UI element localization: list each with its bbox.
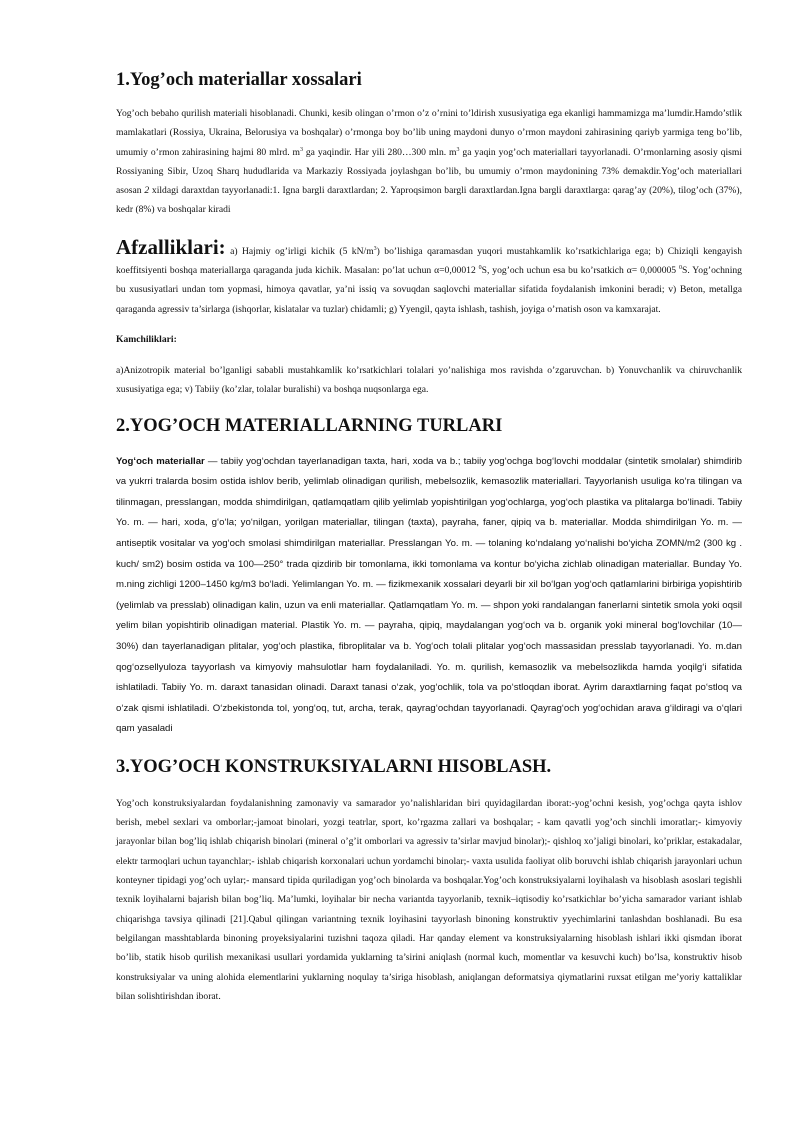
advantages-heading: Afzalliklari: <box>116 234 226 259</box>
text-run: — tabiiy yogʻochdan tayerlanadigan taxta, hari, xoda va b.; tabiiy yogʻochga bogʻlovchi moddalar (sintetik smolalar) shimdirib va yukrri tralarda bosim ostida ishlov berib, yelimlab olinadigan qurilish, mebelsozlik, kemasozlik materiallari. Tayyorlanish usuliga koʻra tilingan va tilinmagan, presslangan, modda shimdirilgan, qatlamqatlam qilib yelimlab yopishtirilgan yogʻochlarga, yogʻoch plastika va plitalarga boʻlinadi. Tabiiy Yo. m. — hari, xoda, gʻoʻla; yoʻnilgan, yorilgan materiallar, tilingan (taxta), payraha, faner, qipiq va b. materiallar. Modda shimdirilgan Yo. m. — antiseptik vositalar va yogʻoch smolasi shimdirilgan materiallar. Presslangan Yo. m. — tolaning koʻndalang yoʻnalishi boʻyicha ZOMN/m2 (300 kg . kuch/ sm2) bosim ostida va 100—250° trada qizdirib bir tomonlama, ikki tomonlama va kontur boʻyicha zichlab olinadigan materiallar. Bunday Yo. m.ning zichligi 1200–1450 kg/m3 boʻladi. Yelimlangan Yo. m. — fizikmexanik xossalari deyarli bir xil boʻlgan yogʻoch qatlamlarini birbiriga yopishtirib (yelimlab va presslab) olinadigan kalin, uzun va enli materiallar. Qatlamqatlam Yo. m. — shpon yoki randalangan fanerlarni sintetik smola yoki oqsil yelim bilan yopishtirib olinadigan material. Plastik Yo. m. — payraha, qipiq, maydalangan yogʻoch va b. organik yoki mineral bogʻlovchilar (10—30%) dan tayerlanadigan plitalar, yogʻoch plastika, fibroplitalar va b. Yogʻoch tolali plitalar yogʻoch massasidan presslab tayyorlanadi. Yo. m.dan qogʻozsellyuloza tayyorlash va kimyoviy mahsulotlar ham foydalaniladi. Yo. m. qurilish, kemasozlik va mebelsozlikda hamda yoqilgʻi sifatida ishlatiladi. Tabiiy Yo. m. daraxt tanasidan olinadi. Daraxt tanasi oʻzak, yogʻochlik, tola va poʻstloqdan iborat. Ayrim daraxtlarning faqat poʻstloq va oʻzak qismi ishlatiladi. Oʻzbekistonda tol, yongʻoq, tut, archa, terak, qayragʻochdan tayyorlanadi. Qayragʻoch yogʻochidan arava gʻildiragi va oʻqlari qam yasaladi <box>116 455 742 735</box>
section-2-heading: 2.YOG’OCH MATERIALLARNING TURLARI <box>116 415 503 436</box>
text-run: ga yaqin yog’och materiallari tayyorlanadi. O’rmonlarning asosiy qismi Rossiyaning Sibir, Uzoq Sharq hududlarida va Markaziy Rossiyada joylashgan bo’lib, bu umumiy o’rmon maydonining 73% demakdir.Yog’och materiallari asosan <box>116 146 742 197</box>
superscript: 3 <box>299 146 303 153</box>
section-1-heading: 1.Yog’och materiallar xossalari <box>116 70 362 90</box>
bold-term: Yogʻoch materiallar <box>116 455 205 467</box>
text-run: S, yog’och uchun esa bu ko’rsatkich α= 0,000005 <box>481 265 680 277</box>
text-run: Yog’och bebaho qurilish materiali hisoblanadi. Chunki, kesib olingan o’rmon o’z o’rnini to’ldirish xususiyatiga ega ekanligi hammamizga ma’lumdir.Hamdo’stlik mamlakatlari (Rossiya, Ukraina, Belorusiya va boshqalar) o’rmonga boy bo’lib uning maydoni dunyo o’rmon maydoni zahirasining qariyb yarmiga teng bo’lib, umumiy o’rmon zahirasining hajmi 80 mlrd. m <box>116 108 742 158</box>
superscript: 0 <box>478 264 482 271</box>
disadvantages-heading: Kamchiliklari: <box>116 333 177 345</box>
text-run: a) Hajmiy og’irligi kichik (5 kN/m <box>225 245 374 257</box>
section-2-paragraph <box>116 452 742 740</box>
superscript: 3 <box>456 146 460 153</box>
section-3-paragraph: Yog’och konstruksiyalardan foydalanishning zamonaviy va samarador yo’nalishlaridan biri quyidagilardan iborat:-yog’ochni kesish, yog’ochga qayta ishlov berish, mebel sexlari va omborlar;-jamoat binolari, yozgi teatrlar, sport, ko’rgazma zallari va boshqalar; - kam qavatli yog’och sinchli imoratlar;- kimyoviy jarayonlar bilan bog’liq ishlab chiqarish binolari (mineral o’g’it omborlari va agressiv ta’sirlar mavjud binolar);- qishloq xo’jaligi binolari, ko’priklar, estakadalar, elektr tarmoqlari uchun tayanchlar;- ishlab chiqarish korxonalari uchun yordamchi binolar;- vaxta usulida faoliyat olib boruvchi ishlab chiqarish jarayonlari uchun konteyner tipidagi yog’och uylar;- mansard tipida quriladigan yog’och binolarda va boshqalar.Yog’och konstruksiyalarni loyihalash va hisoblash asoslari tegishli texnik loyihalarni bajarish bilan bog’liq. Ma’lumki, loyihalar bir necha variantda tayyorlanib, texnik–iqtisodiy ko’rsatkichlar bo’yicha samarador variant ishlab chiqarishga tavsiya qilinadi [21].Qabul qilingan variantning texnik loyihasini tayyorlash binoning konstruktiv yyechimlarini tanlashdan boshlanadi. Bu esa belgilangan masshtablarda binoning proyeksiyalarini tuzishni taqoza qiladi. Har qanday element va konstruksiyalarning hisoblash ishlari ikki qismdan iborat bo’lib, statik hisob qurilish mexanikasi usullari yordamida yuklarning ta’sirini aniqlash (normal kuch, momentlar va kesuvchi kuch) bo’lsa, konstruktiv hisob konstruksiyalar va uning alohida elementlarini yuklarning noqulay ta’siriga hisoblash, aniqlangan deformatsiya qiymatlarini ruxsat etilgan me’yoriy kattaliklar bilan solishtirishdan iborat. <box>116 797 742 1002</box>
text-run: ga yaqindir. Har yili 280…300 mln. m <box>302 146 457 158</box>
text-run: xildagi daraxtdan tayyorlanadi:1. Igna bargli daraxtlardan; 2. Yaproqsimon bargli daraxtlardan.Igna bargli daraxtlarga: qarag’ay (20%), tilog’och (37%), kedr (8%) va boshqalar kiradi <box>116 185 742 216</box>
section-3-heading: 3.YOG’OCH KONSTRUKSIYALARNI HISOBLASH. <box>116 756 552 777</box>
section-1-paragraph <box>116 104 742 220</box>
advantages-paragraph <box>116 234 743 319</box>
superscript: 3 <box>373 245 377 252</box>
superscript: 0 <box>679 264 683 271</box>
italic-number: 2 <box>144 185 150 197</box>
text-run: ) bo’lishiga qaramasdan yuqori mustahkamlik ko’rsatkichlariga ega; b) Chiziqli kengayish koeffitsiyenti boshqa materiallarga qaraganda juda kichik. Masalan: po’lat uchun α=0,00012 <box>116 245 743 277</box>
disadvantages-paragraph: a)Anizotropik material bo’lganligi sababli mustahkamlik ko’rsatkichlari tolalari yo’nalishiga mos ravishda o’zgaruvchan. b) Yonuvchanlik va chiruvchanlik xususiyatiga ega; v) Tabiiy (ko’zlar, tolalar buralishi) va boshqa nuqsonlarga ega. <box>116 364 742 396</box>
text-run: S. Yog’ochning bu xususiyatlari undan tom yopmasi, himoya qavatlar, ya’ni issiq va sovuqdan saqlovchi materiallar sifatida foydalanish imkonini beradi; v) Beton, metallga qaraganda agressiv ta’sirlarga (ishqorlar, kislatalar va tuzlar) chidamli; g) Yyengil, qayta ishlash, tashish, joyiga o’rnatish oson va kamxarajat. <box>116 265 742 315</box>
